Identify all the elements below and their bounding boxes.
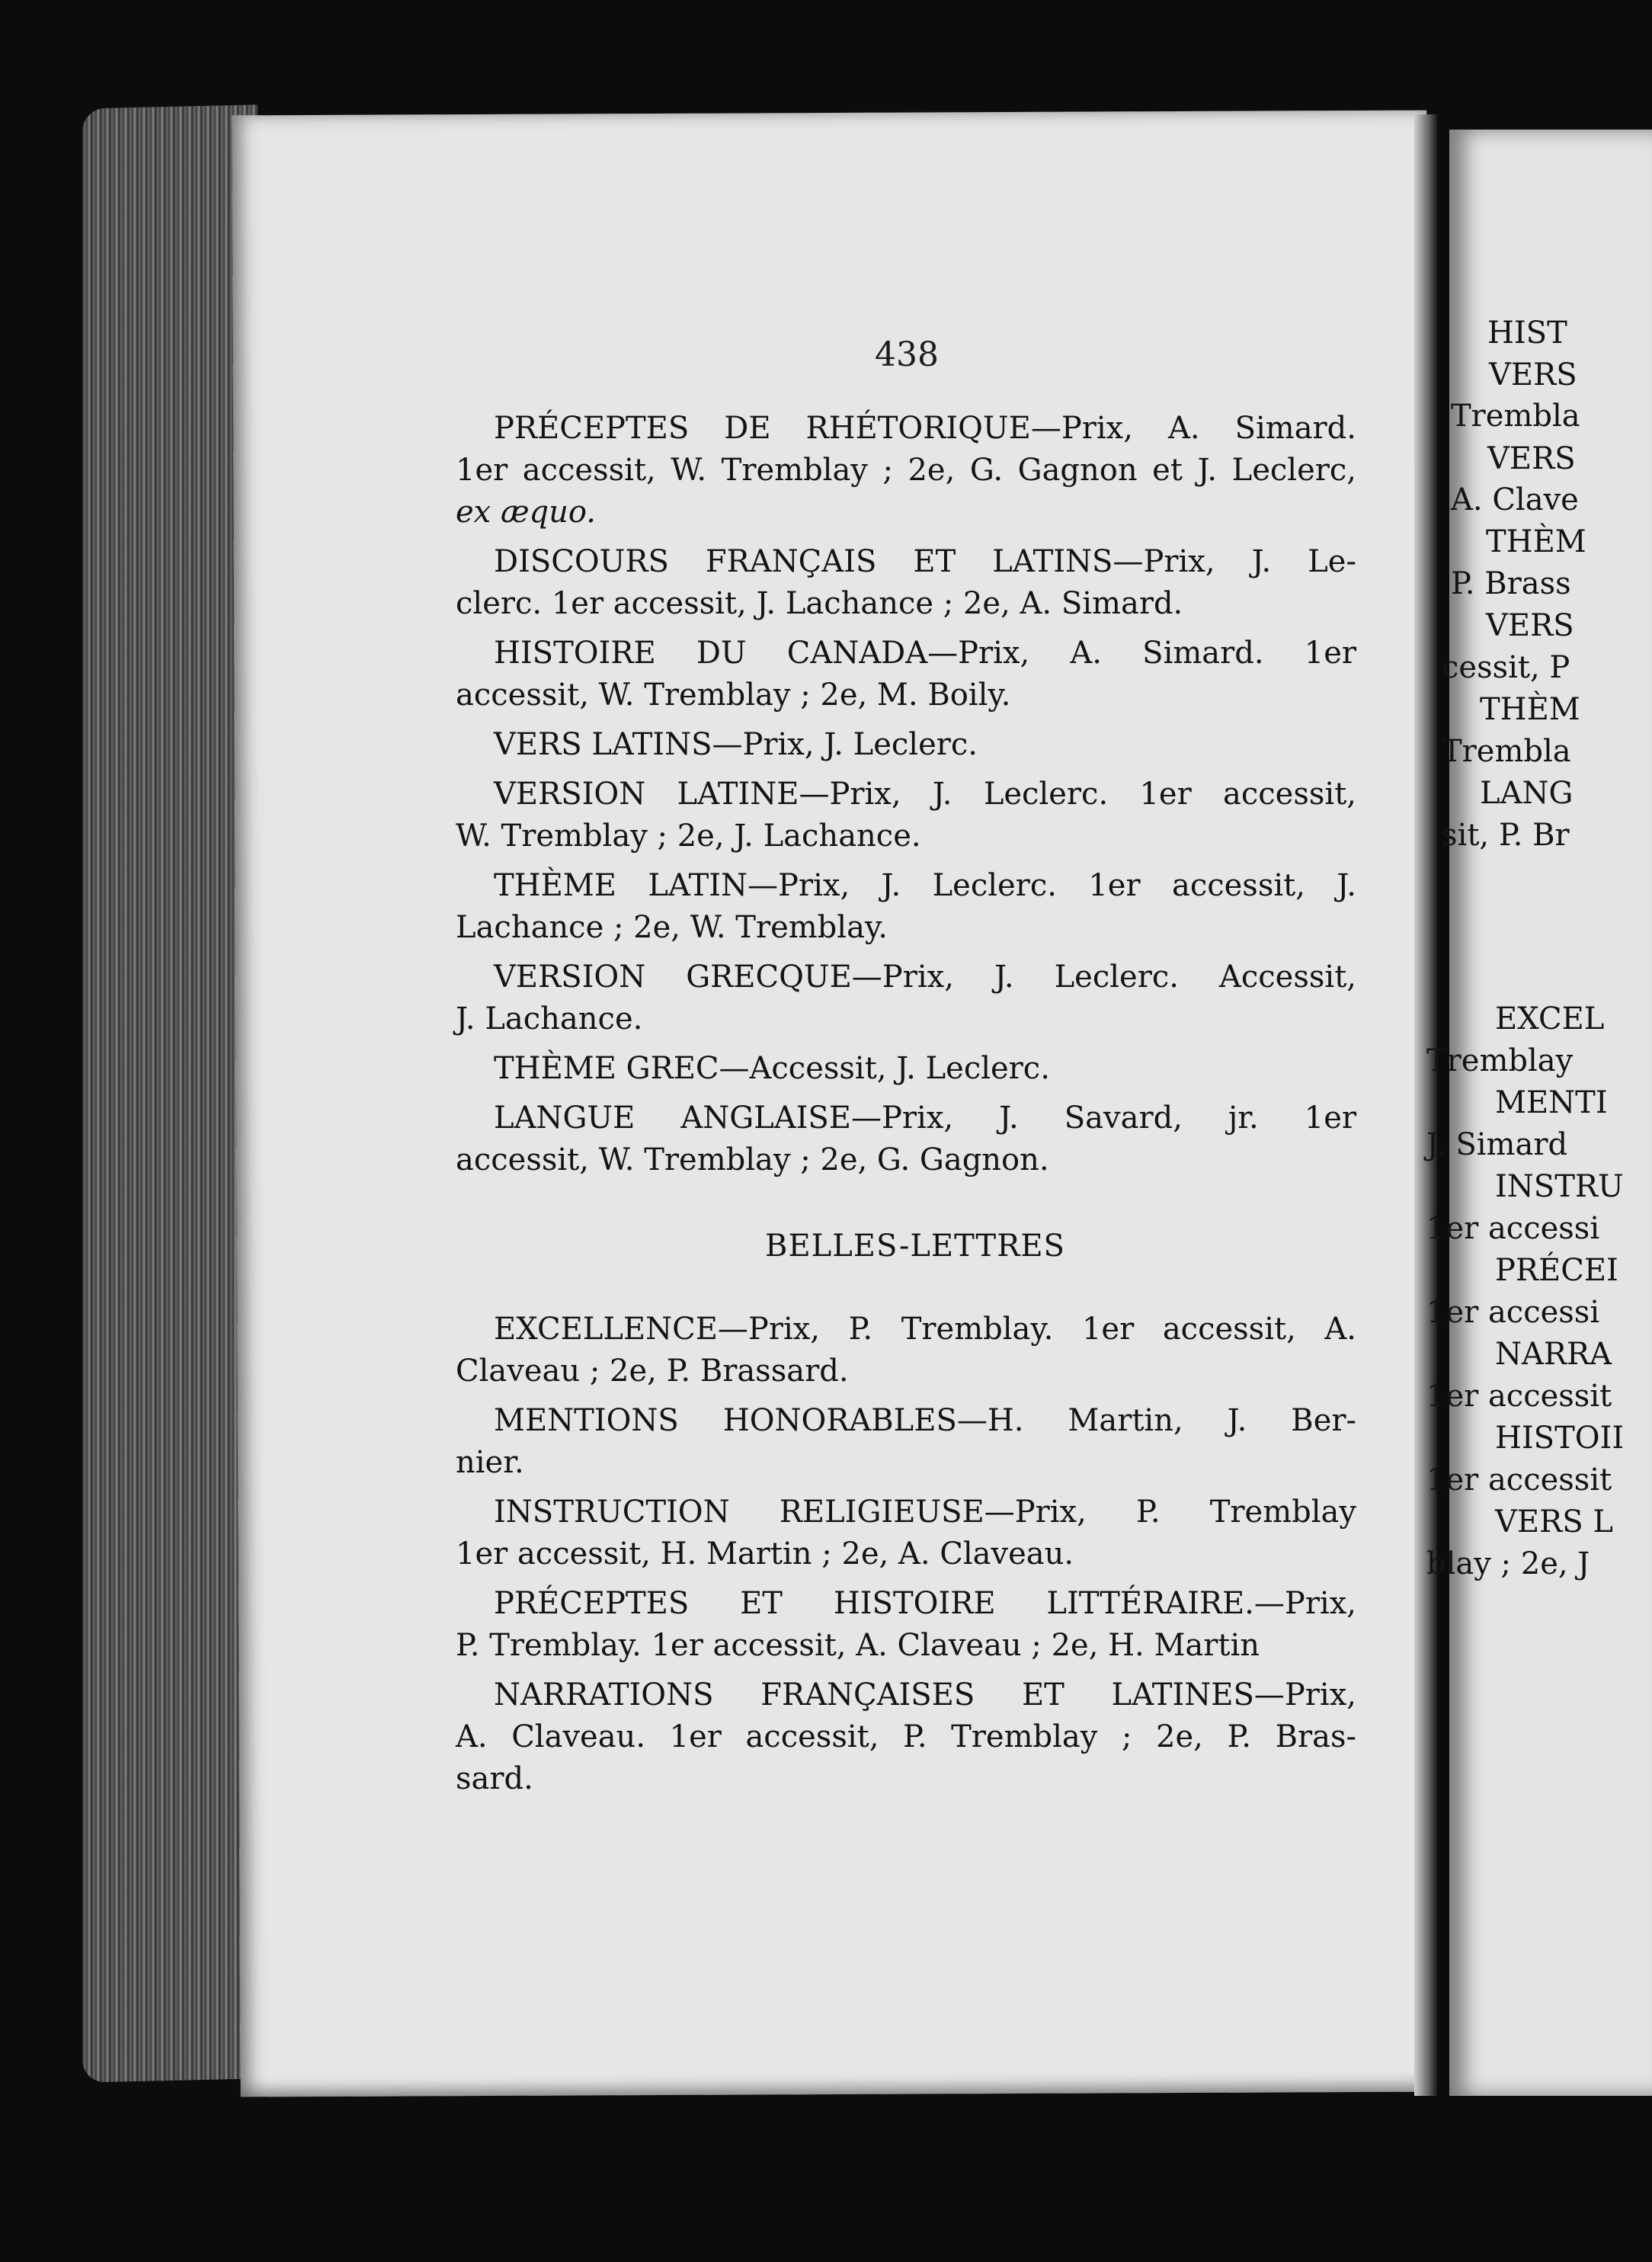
entry-line: HISTOIRE DU CANADA—Prix, A. Simard. 1er — [494, 636, 1356, 671]
entry-line: VERS LATINS—Prix, J. Leclerc. — [494, 727, 978, 762]
prize-entry — [456, 1097, 1356, 1181]
entry-line: EXCELLENCE—Prix, P. Tremblay. 1er accessit, A. — [494, 1312, 1356, 1347]
entry-line: P. Tremblay. 1er accessit, A. Claveau ; 2e, H. Martin — [456, 1628, 1260, 1663]
right-page-fragment: VERS — [1487, 441, 1576, 476]
right-page — [1426, 130, 1652, 2096]
prize-entry — [456, 1583, 1356, 1667]
entry-line: nier. — [456, 1445, 524, 1480]
entry-line: accessit, W. Tremblay ; 2e, M. Boily. — [456, 678, 1011, 713]
right-page-fragment: J. Simard — [1426, 1127, 1568, 1162]
right-page-fragment: HIST — [1487, 316, 1567, 351]
prize-entry — [456, 1309, 1356, 1392]
right-page-fragment: LANG — [1480, 776, 1574, 811]
right-page-fragment: 1er accessit — [1426, 1463, 1612, 1498]
entry-italic-line: ex æquo. — [456, 495, 597, 530]
entry-line: VERSION GRECQUE—Prix, J. Leclerc. Accessit, — [494, 960, 1356, 995]
prize-entry — [456, 956, 1356, 1040]
entry-line: 1er accessit, W. Tremblay ; 2e, G. Gagnon et J. Leclerc, — [456, 453, 1356, 488]
entry-line: VERSION LATINE—Prix, J. Leclerc. 1er accessit, — [494, 777, 1356, 812]
right-page-fragment: THÈM — [1486, 524, 1586, 559]
page-number: 438 — [875, 335, 939, 374]
prize-entry — [456, 541, 1356, 625]
rhetorique-entries — [456, 408, 1356, 1181]
right-page-fragment: P. Brass — [1451, 566, 1571, 601]
entry-line: W. Tremblay ; 2e, J. Lachance. — [456, 819, 921, 854]
page-text — [456, 408, 1356, 1808]
prize-entry — [456, 724, 1356, 766]
entry-line: PRÉCEPTES DE RHÉTORIQUE—Prix, A. Simard. — [494, 411, 1356, 446]
prize-entry — [456, 865, 1356, 949]
right-page-fragment: NARRA — [1495, 1337, 1612, 1372]
right-page-fragment: Trembla — [1442, 734, 1571, 769]
entry-line: 1er accessit, H. Martin ; 2e, A. Claveau. — [456, 1536, 1074, 1572]
entry-line: DISCOURS FRANÇAIS ET LATINS—Prix, J. Le- — [494, 544, 1356, 579]
entry-line: NARRATIONS FRANÇAISES ET LATINES—Prix, — [494, 1677, 1356, 1713]
entry-line: J. Lachance. — [456, 1001, 643, 1036]
right-page-fragment: Trembla — [1451, 399, 1580, 434]
right-page-fragment: cessit, P — [1442, 650, 1570, 685]
right-page-fragment: VERS — [1489, 357, 1577, 392]
right-page-fragment: EXCEL — [1495, 1001, 1605, 1036]
section-heading: BELLES-LETTRES — [765, 1229, 1065, 1264]
prize-entry — [456, 1491, 1356, 1575]
entry-line: sard. — [456, 1761, 533, 1796]
right-page-fragment: Tremblay — [1426, 1043, 1574, 1078]
right-page-fragment: 1er accessit — [1426, 1379, 1612, 1414]
entry-line: INSTRUCTION RELIGIEUSE—Prix, P. Tremblay — [494, 1495, 1356, 1530]
right-page-fragment: INSTRU — [1495, 1169, 1624, 1204]
entry-line: LANGUE ANGLAISE—Prix, J. Savard, jr. 1er — [494, 1101, 1356, 1136]
right-page-fragment: VERS — [1486, 608, 1574, 643]
entry-line: clerc. 1er accessit, J. Lachance ; 2e, A. Simard. — [456, 586, 1183, 621]
prize-entry — [456, 1400, 1356, 1484]
prize-entry — [456, 774, 1356, 857]
entry-line: THÈME LATIN—Prix, J. Leclerc. 1er accessit, J. — [494, 868, 1356, 903]
right-page-fragment: 1er accessi — [1426, 1295, 1600, 1330]
book-gutter — [1414, 114, 1437, 2096]
right-page-fragment: VERS L — [1495, 1504, 1613, 1540]
prize-entry — [456, 1674, 1356, 1800]
entry-line: PRÉCEPTES ET HISTOIRE LITTÉRAIRE.—Prix, — [494, 1586, 1356, 1621]
right-page-fragment: PRÉCEI — [1495, 1253, 1618, 1288]
prize-entry — [456, 633, 1356, 716]
entry-line: A. Claveau. 1er accessit, P. Tremblay ; 2e, P. Bras- — [456, 1719, 1356, 1754]
entry-line: THÈME GREC—Accessit, J. Leclerc. — [494, 1051, 1050, 1086]
prize-entry — [456, 1048, 1356, 1090]
right-page-fragment: blay ; 2e, J — [1426, 1546, 1590, 1581]
right-page-fragment: THÈM — [1480, 692, 1580, 727]
book-page-edges — [82, 104, 258, 2082]
right-page-fragment: sit, P. Br — [1442, 818, 1570, 853]
entry-line: accessit, W. Tremblay ; 2e, G. Gagnon. — [456, 1142, 1049, 1177]
right-page-fragment: HISTOII — [1495, 1421, 1625, 1456]
entry-line: Claveau ; 2e, P. Brassard. — [456, 1354, 849, 1389]
entry-line: MENTIONS HONORABLES—H. Martin, J. Ber- — [494, 1403, 1356, 1438]
prize-entry — [456, 408, 1356, 533]
right-page-text — [1426, 130, 1652, 2096]
belles-lettres-entries — [456, 1309, 1356, 1800]
right-page-fragment: 1er accessi — [1426, 1211, 1600, 1246]
right-page-fragment: MENTI — [1495, 1085, 1608, 1120]
right-page-fragment: A. Clave — [1451, 482, 1579, 517]
entry-line: Lachance ; 2e, W. Tremblay. — [456, 910, 888, 945]
